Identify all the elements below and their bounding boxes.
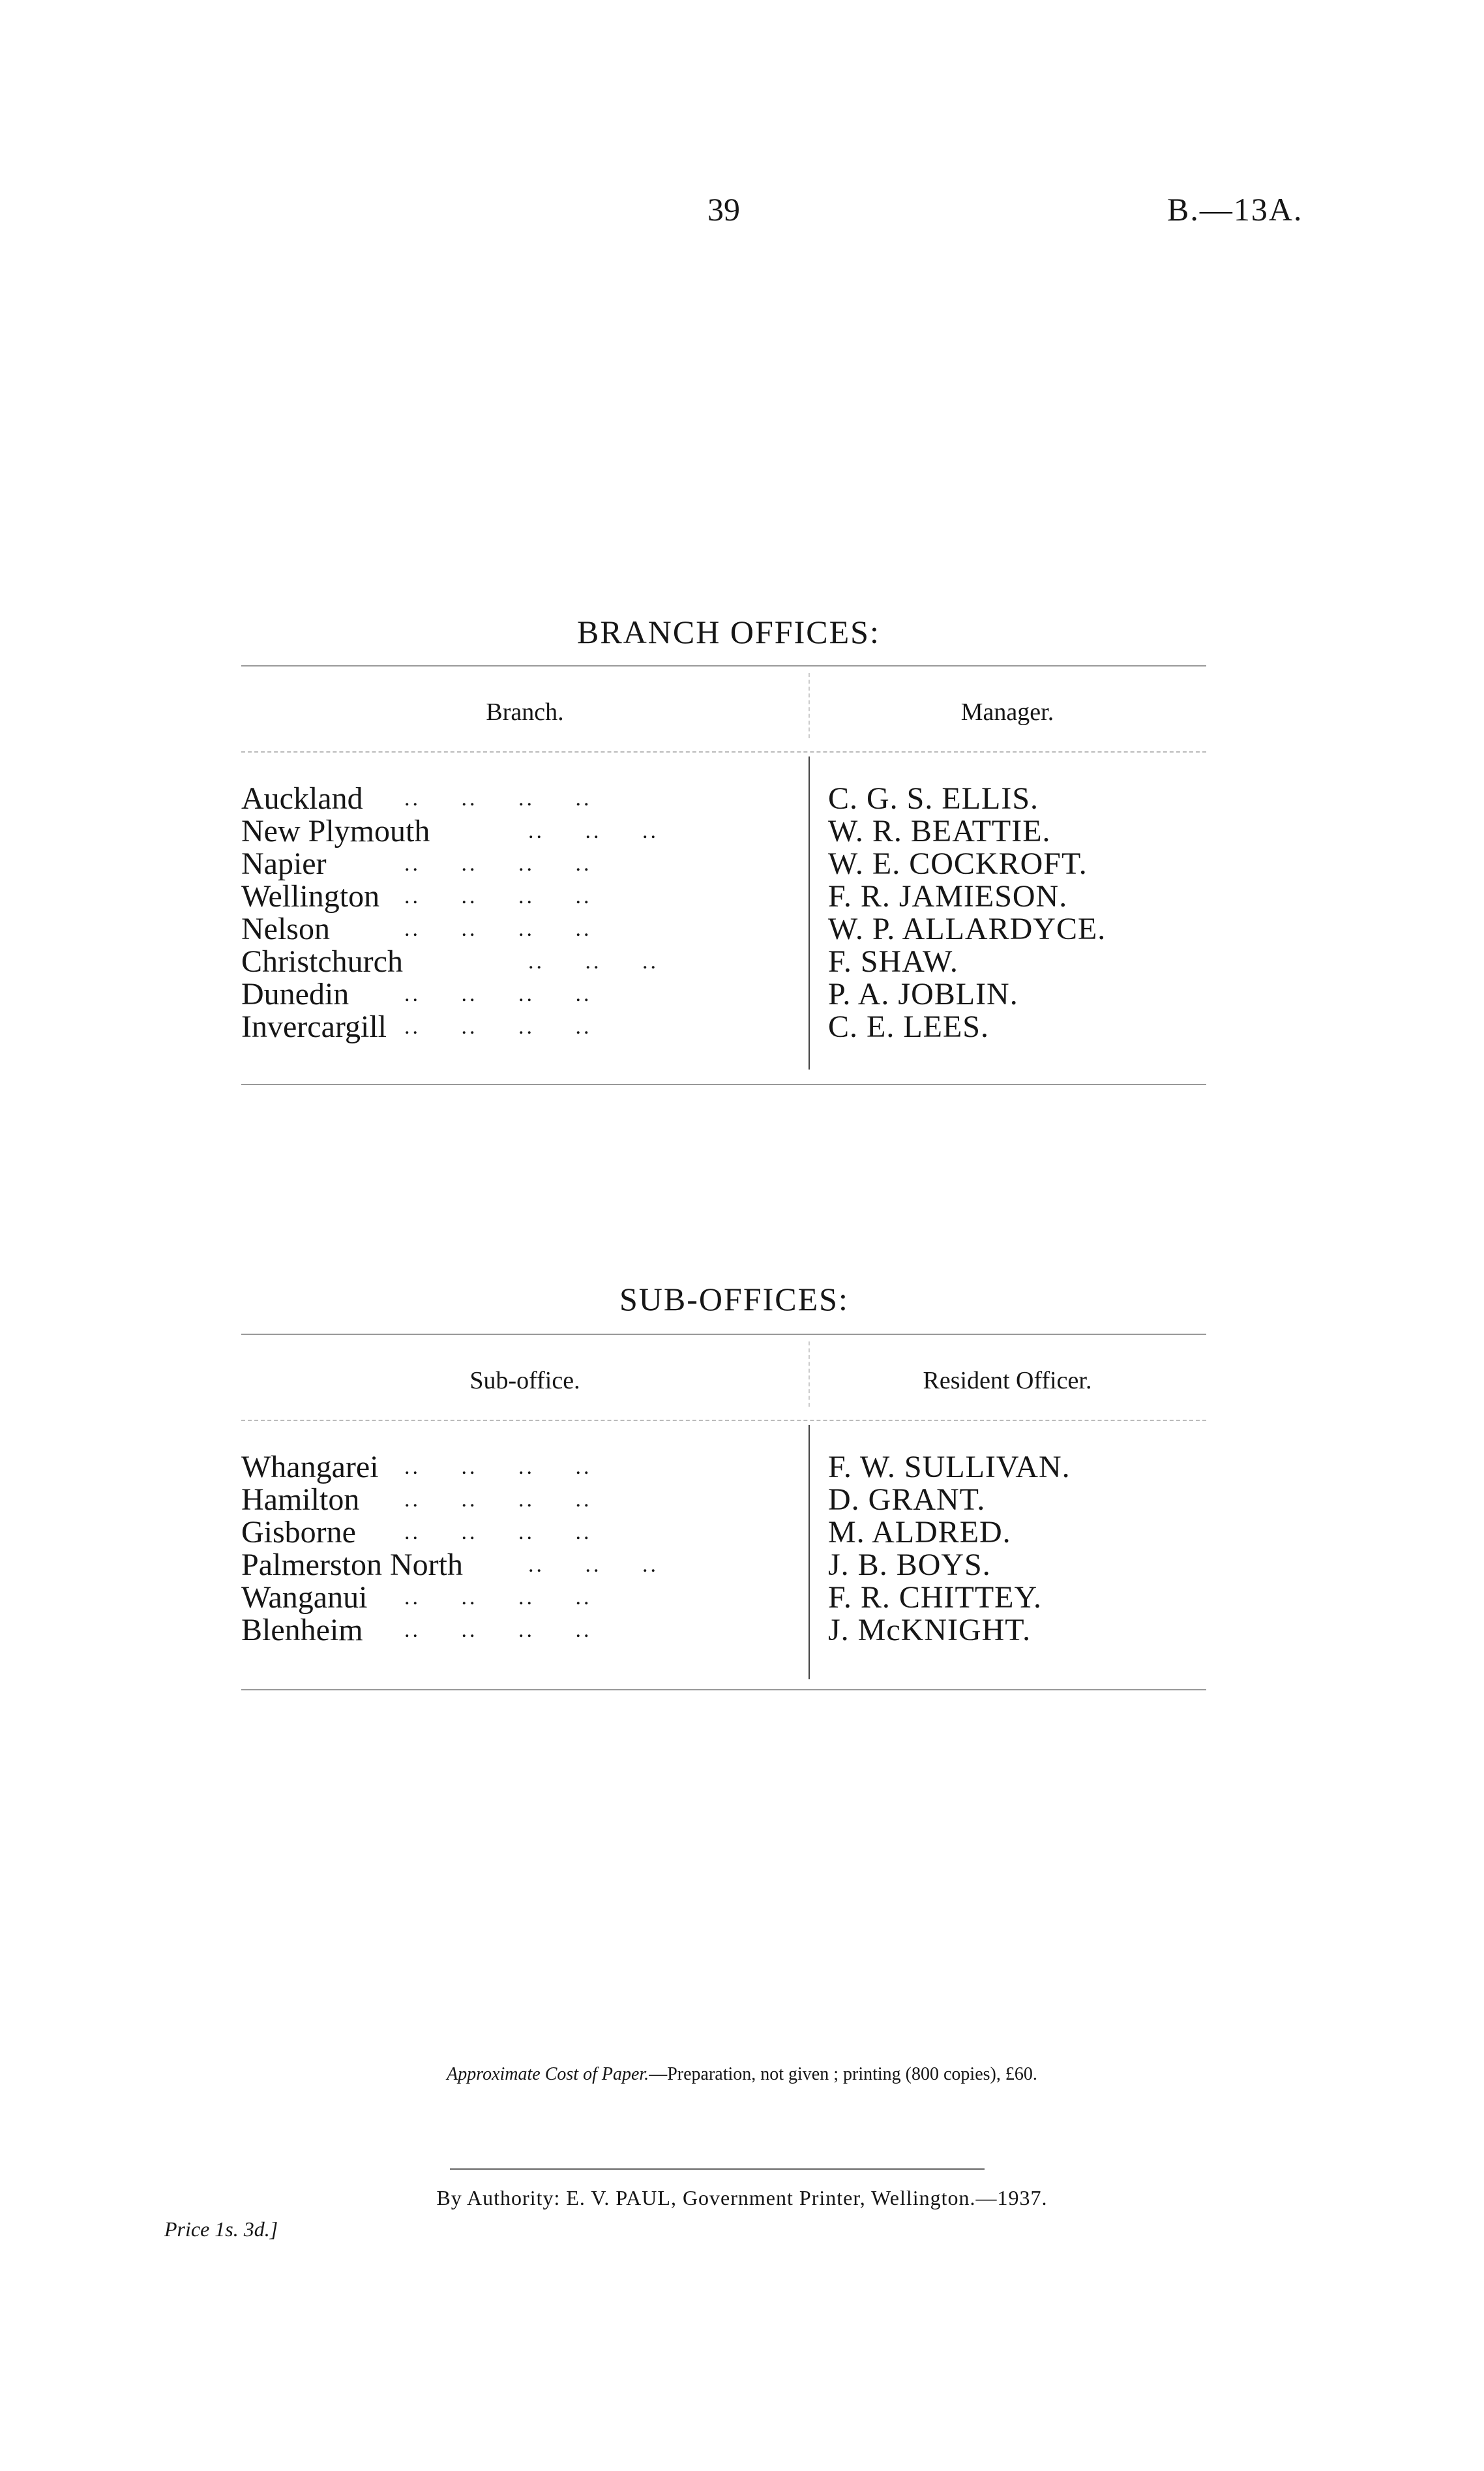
resident-officer-name: F. W. SULLIVAN. [828,1450,1071,1484]
branch-name: Invercargill [241,1010,387,1044]
resident-officer-name: D. GRANT. [828,1482,986,1517]
manager-name: P. A. JOBLIN. [828,977,1018,1011]
leader-dots: .. .. .. [528,819,659,843]
leader-dots: .. .. .. .. [404,884,592,908]
table-row [241,880,1206,913]
leader-dots: .. .. .. .. [404,1585,592,1610]
manager-name: F. R. JAMIESON. [828,879,1068,914]
manager-name: C. E. LEES. [828,1010,989,1044]
sub-offices-title: SUB-OFFICES: [619,1281,849,1317]
leader-dots: .. .. .. .. [404,1520,592,1544]
leader-dots: .. .. .. .. [404,852,592,876]
header-divider [809,673,810,738]
header-bottom-rule [241,751,1206,753]
column-header-resident-officer: Resident Officer. [923,1367,1092,1394]
printer-authority: By Authority: E. V. PAUL, Government Printer, Wellington.—1937. [436,2186,1048,2209]
price-note: Price 1s. 3d.] [164,2217,278,2241]
cost-of-paper-note [0,2064,1484,2085]
branch-name: Dunedin [241,977,349,1011]
leader-dots: .. .. .. [528,950,659,974]
table-row [241,1516,1206,1549]
table-row [241,783,1206,815]
sub-office-name: Palmerston North [241,1548,463,1582]
branch-name: New Plymouth [241,814,430,848]
leader-dots: .. .. .. .. [404,1015,592,1039]
table-row [241,1011,1206,1043]
table-row [241,1581,1206,1614]
sub-office-name: Hamilton [241,1482,360,1517]
leader-dots: .. .. .. .. [404,1455,592,1479]
page-number: 39 [707,191,740,228]
sub-offices-table [241,1334,1206,1699]
table-row [241,1484,1206,1516]
leader-dots: .. .. .. [528,1553,659,1577]
table-row [241,848,1206,880]
manager-name: W. P. ALLARDYCE. [828,912,1106,946]
manager-name: W. E. COCKROFT. [828,846,1088,881]
leader-dots: .. .. .. .. [404,982,592,1006]
footer-rule [450,2168,985,2170]
branch-name: Nelson [241,912,330,946]
branch-name: Christchurch [241,944,403,979]
table-row [241,978,1206,1011]
manager-name: F. SHAW. [828,944,958,979]
header-bottom-rule [241,1420,1206,1421]
leader-dots: .. .. .. .. [404,1488,592,1512]
manager-name: C. G. S. ELLIS. [828,781,1039,816]
table-bottom-rule [241,1084,1206,1085]
leader-dots: .. .. .. .. [404,1618,592,1642]
branch-name: Auckland [241,781,363,816]
table-row [241,1614,1206,1647]
resident-officer-name: J. McKNIGHT. [828,1613,1031,1647]
document-reference: B.—13A. [1167,191,1303,228]
table-row [241,1451,1206,1484]
column-header-manager: Manager. [960,698,1054,726]
table-top-rule [241,1334,1206,1335]
header-divider [809,1341,810,1407]
table-row [241,913,1206,946]
sub-office-name: Wanganui [241,1580,368,1615]
branch-name: Napier [241,846,327,881]
resident-officer-name: J. B. BOYS. [828,1548,991,1582]
sub-office-name: Whangarei [241,1450,379,1484]
manager-name: W. R. BEATTIE. [828,814,1051,848]
leader-dots: .. .. .. .. [404,786,592,811]
table-bottom-rule [241,1689,1206,1690]
resident-officer-name: F. R. CHITTEY. [828,1580,1042,1615]
table-row [241,946,1206,978]
branch-name: Wellington [241,879,380,914]
resident-officer-name: M. ALDRED. [828,1515,1011,1550]
branch-offices-table [241,665,1206,1096]
sub-office-name: Blenheim [241,1613,363,1647]
sub-office-name: Gisborne [241,1515,356,1550]
table-top-rule [241,665,1206,666]
column-header-sub-office: Sub-office. [469,1367,580,1394]
table-row [241,815,1206,848]
cost-of-paper-label: Approximate Cost of Paper. [447,2064,649,2084]
branch-offices-title: BRANCH OFFICES: [577,614,880,650]
column-header-branch: Branch. [486,698,564,726]
cost-of-paper-text: —Preparation, not given ; printing (800 copies), £60. [649,2064,1037,2084]
table-row [241,1549,1206,1581]
leader-dots: .. .. .. .. [404,917,592,941]
